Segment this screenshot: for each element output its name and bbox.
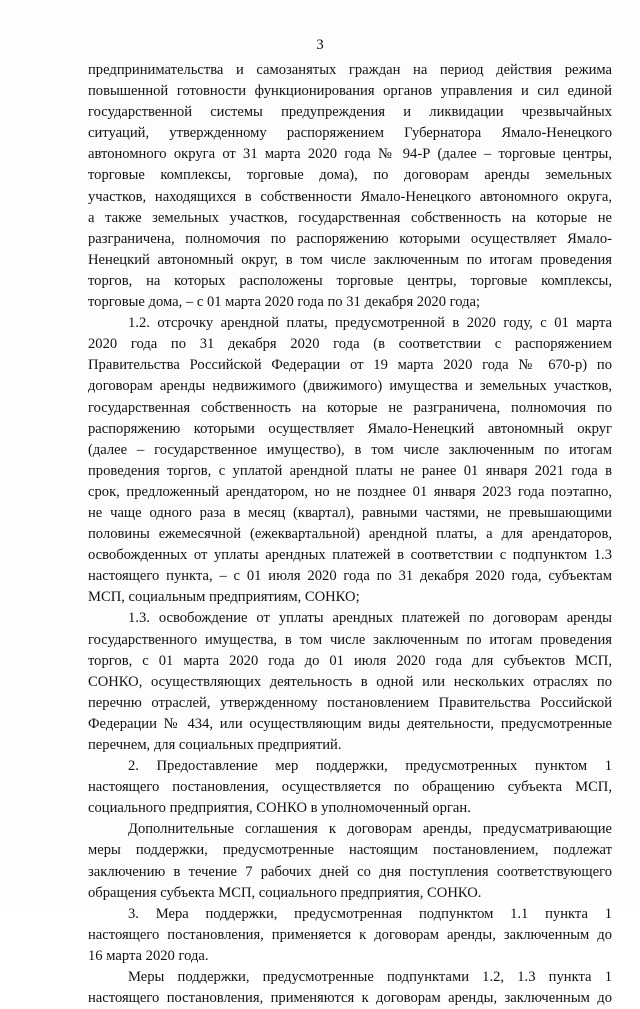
body-line: половины ежемесячной (ежеквартальной) арендной платы, а для арендаторов, (88, 526, 612, 543)
body-line: обращения субъекта МСП, социального предприятия, СОНКО. (88, 884, 482, 901)
body-line: государственного имущества, в том числе заключенным по итогам проведения (88, 631, 612, 648)
body-line: государственная собственность на которые не разграничена, полномочия по (88, 399, 612, 416)
page-number: 3 (316, 37, 324, 53)
body-line: (далее – государственное имущество), в том числе заключенным по итогам (88, 441, 612, 458)
body-line: участков, находящихся в собственности Ямало-Ненецкого автономного округа, (88, 188, 612, 205)
body-line: торгов, с 01 марта 2020 года до 01 июля 2020 года для субъектов МСП, (88, 652, 612, 669)
body-line: государственной системы предупреждения и ликвидации чрезвычайных (88, 104, 612, 121)
body-line: 1.3. освобождение от уплаты арендных платежей по договорам аренды (128, 610, 612, 627)
body-line: автономного округа от 31 марта 2020 года № 94-Р (далее – торговые центры, (88, 146, 612, 163)
body-line: СОНКО, осуществляющих деятельность в одной или нескольких отраслях по (88, 673, 612, 690)
body-line: 2. Предоставление мер поддержки, предусмотренных пунктом 1 (128, 758, 612, 775)
body-line: 2020 года по 31 декабря 2020 года (в соответствии с распоряжением (88, 336, 612, 353)
body-line: предпринимательства и самозанятых граждан на период действия режима (88, 62, 612, 78)
body-line: Ненецкий автономный округ, в том числе заключенным по итогам проведения (88, 251, 612, 268)
body-line: Меры поддержки, предусмотренные подпунктами 1.2, 1.3 пункта 1 (128, 969, 612, 986)
body-line: освобожденных от уплаты арендных платежей в соответствии с подпунктом 1.3 (88, 547, 612, 564)
body-line: повышенной готовности функционирования органов управления и сил единой (88, 83, 612, 100)
body-line: перечнем, для социальных предприятий. (88, 737, 342, 753)
body-line: перечню отраслей, утвержденному постановлением Правительства Российской (88, 694, 612, 711)
body-line: торговые дома, – с 01 марта 2020 года по 31 декабря 2020 года; (88, 294, 481, 311)
body-line: торгов, на которых расположены торговые центры, торговые комплексы, (88, 272, 612, 289)
body-line: настоящего постановления, применяются к договорам аренды, заключенным до (88, 990, 612, 1007)
body-line: заключению в течение 7 рабочих дней со дня поступления соответствующего (88, 863, 612, 880)
body-line: настоящего постановления, применяется к договорам аренды, заключенным до (88, 926, 612, 943)
body-line: срок, предложенный арендатором, но не позднее 01 января 2023 года поэтапно, (88, 483, 612, 500)
body-line: распоряжению которыми осуществляет Ямало-Ненецкий автономный округ (88, 420, 612, 437)
body-line: 3. Мера поддержки, предусмотренная подпунктом 1.1 пункта 1 (128, 905, 612, 922)
body-line: Дополнительные соглашения к договорам аренды, предусматривающие (128, 821, 612, 838)
body-line: торговые комплексы, торговые дома), по договорам аренды земельных (88, 167, 612, 184)
body-line: социального предприятия, СОНКО в уполномоченный орган. (88, 800, 471, 817)
body-line: настоящего пункта, – с 01 июля 2020 года по 31 декабря 2020 года, субъектам (88, 568, 612, 585)
document-body (88, 60, 612, 1009)
body-line: 1.2. отсрочку арендной платы, предусмотренной в 2020 году, с 01 марта (128, 315, 612, 332)
body-line: проведения торгов, с уплатой арендной платы не ранее 01 января 2021 года в (88, 462, 612, 479)
body-line: договорам аренды недвижимого (движимого) имущества и земельных участков, (88, 378, 612, 395)
body-line: ситуаций, утвержденному распоряжением Губернатора Ямало-Ненецкого (88, 125, 612, 142)
body-line: настоящего постановления, осуществляется по обращению субъекта МСП, (88, 779, 612, 796)
body-line: меры поддержки, предусмотренные настоящим постановлением, подлежат (88, 842, 612, 859)
body-line: МСП, социальным предприятиям, СОНКО; (88, 589, 360, 606)
body-line: Правительства Российской Федерации от 19 марта 2020 года № 670-р) по (88, 357, 612, 374)
body-line: Федерации № 434, или осуществляющим виды деятельности, предусмотренные (88, 715, 612, 732)
body-line: не чаще одного раза в месяц (квартал), равными частями, не превышающими (88, 504, 612, 521)
body-line: 16 марта 2020 года. (88, 947, 209, 964)
body-line: разграничена, полномочия по распоряжению которыми осуществляет Ямало- (88, 230, 612, 247)
body-line: а также земельных участков, государственная собственность на которые не (88, 209, 612, 226)
